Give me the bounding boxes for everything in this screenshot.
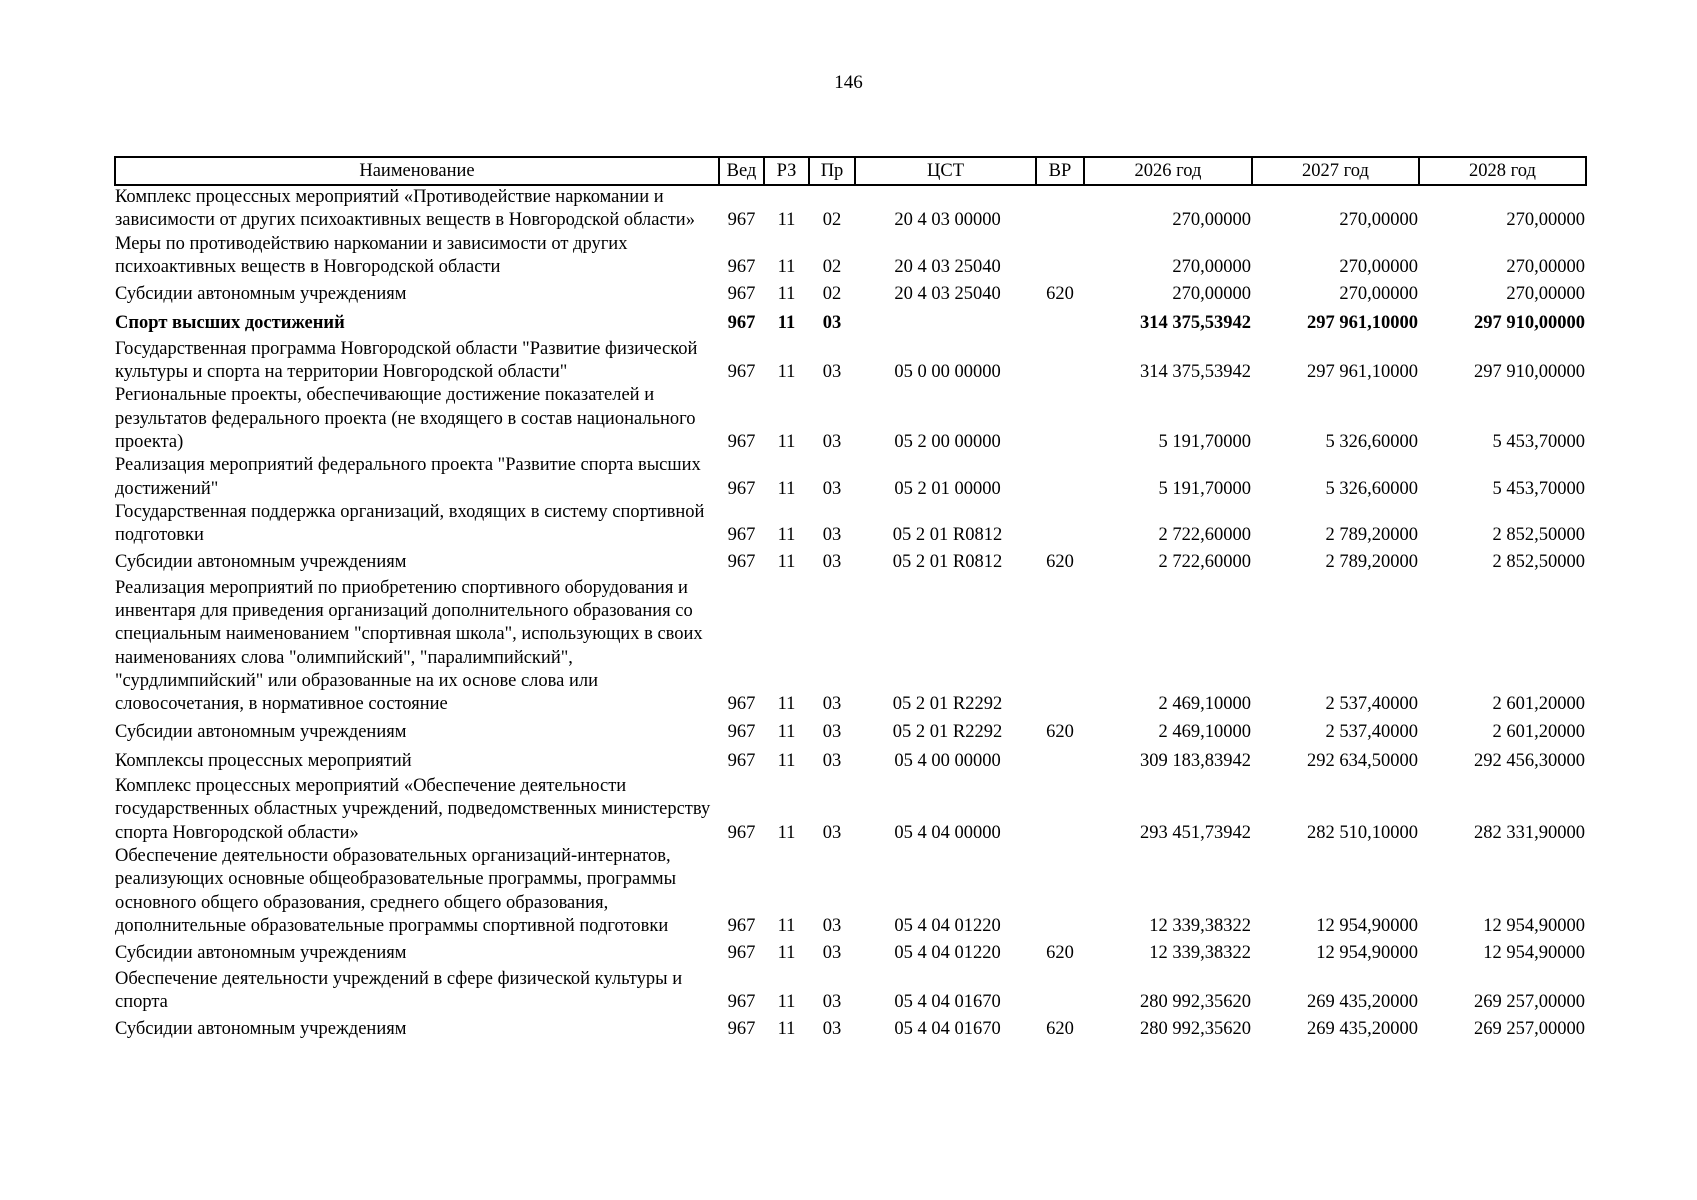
row-vr — [1036, 775, 1084, 845]
row-cst — [855, 308, 1036, 337]
row-rz: 11 — [777, 943, 796, 964]
table-row — [115, 845, 1586, 938]
table-row — [115, 233, 1586, 280]
row-ved: 967 — [727, 694, 756, 715]
row-2028: 292 456,30000 — [1474, 750, 1585, 771]
row-2026: 5 191,70000 — [1158, 478, 1251, 499]
table-row — [115, 746, 1586, 775]
row-rz: 11 — [777, 721, 796, 742]
row-2026: 270,00000 — [1172, 256, 1251, 277]
row-2026: 2 722,60000 — [1158, 552, 1251, 573]
table-row — [115, 501, 1586, 548]
row-2026: 293 451,73942 — [1140, 822, 1251, 843]
header-2027: 2027 год — [1252, 157, 1419, 185]
row-rz: 11 — [777, 552, 796, 573]
row-cst: 05 2 01 R2292 — [892, 721, 1003, 742]
row-name: Обеспечение деятельности учреждений в сфере физической культуры и спорта — [115, 968, 683, 1012]
row-2028: 270,00000 — [1506, 210, 1585, 231]
table-row — [115, 279, 1586, 308]
row-2026: 280 992,35620 — [1140, 991, 1251, 1012]
row-rz: 11 — [777, 431, 796, 452]
row-2026: 12 339,38322 — [1149, 915, 1251, 936]
row-vr — [1036, 501, 1084, 548]
row-ved: 967 — [727, 1019, 756, 1040]
row-cst: 05 4 04 01670 — [894, 991, 1001, 1012]
row-pr: 03 — [822, 721, 842, 742]
page-number: 146 — [834, 72, 863, 93]
row-ved: 967 — [727, 915, 756, 936]
row-2027: 2 537,40000 — [1325, 721, 1418, 742]
row-ved: 967 — [727, 991, 756, 1012]
row-cst: 05 4 04 00000 — [894, 822, 1001, 843]
row-2026: 270,00000 — [1172, 284, 1251, 305]
row-ved: 967 — [727, 478, 756, 499]
row-rz: 11 — [777, 525, 796, 546]
row-2028: 269 257,00000 — [1474, 991, 1585, 1012]
row-cst: 05 4 04 01220 — [894, 915, 1001, 936]
row-rz: 11 — [777, 915, 796, 936]
table-row — [115, 938, 1586, 967]
table-row — [115, 384, 1586, 454]
row-vr — [1036, 338, 1084, 385]
row-2028: 270,00000 — [1506, 284, 1585, 305]
row-name: Субсидии автономным учреждениям — [115, 284, 407, 305]
row-pr: 03 — [822, 750, 842, 771]
row-2028: 12 954,90000 — [1483, 915, 1585, 936]
row-cst: 05 2 01 R0812 — [892, 525, 1003, 546]
row-rz: 11 — [777, 313, 796, 334]
row-2028: 2 601,20000 — [1492, 721, 1585, 742]
row-vr — [1036, 384, 1084, 454]
row-2028: 2 601,20000 — [1492, 694, 1585, 715]
table-row — [115, 547, 1586, 576]
row-vr — [1036, 845, 1084, 938]
row-pr: 03 — [822, 525, 842, 546]
row-2027: 269 435,20000 — [1307, 991, 1418, 1012]
row-ved: 967 — [727, 943, 756, 964]
row-2027: 5 326,60000 — [1325, 431, 1418, 452]
row-cst: 05 4 04 01220 — [894, 943, 1001, 964]
row-pr: 03 — [822, 313, 842, 334]
row-rz: 11 — [777, 478, 796, 499]
row-pr: 03 — [822, 1019, 842, 1040]
row-vr — [1036, 233, 1084, 280]
row-2028: 2 852,50000 — [1492, 552, 1585, 573]
row-vr — [1036, 746, 1084, 775]
table-header-row — [115, 157, 1586, 185]
row-rz: 11 — [777, 991, 796, 1012]
row-2027: 270,00000 — [1339, 284, 1418, 305]
table-row — [115, 185, 1586, 233]
row-2027: 297 961,10000 — [1307, 362, 1418, 383]
row-cst: 05 2 01 R2292 — [892, 694, 1003, 715]
row-vr: 620 — [1046, 284, 1074, 305]
row-name: Реализация мероприятий по приобретению спортивного оборудования и инвентаря для приведения организаций дополнительного образования со специальным наименованием "спортивная школа", использующих в своих наименованиях слова "олимпийский", "паралимпийский", "сурдлимпийский" или образованные на их основе слова или словосочетания, в нормативное состояние — [115, 577, 703, 715]
row-ved: 967 — [727, 284, 756, 305]
row-name: Меры по противодействию наркомании и зависимости от других психоактивных веществ в Новгородской области — [115, 233, 628, 277]
row-pr: 03 — [822, 552, 842, 573]
row-rz: 11 — [777, 210, 796, 231]
row-vr — [1036, 308, 1084, 337]
row-2028: 5 453,70000 — [1492, 431, 1585, 452]
row-name: Региональные проекты, обеспечивающие достижение показателей и результатов федерального проекта (не входящего в состав национального проекта) — [115, 385, 696, 452]
row-2027: 269 435,20000 — [1307, 1019, 1418, 1040]
row-pr: 03 — [822, 478, 842, 499]
row-2027: 2 789,20000 — [1325, 552, 1418, 573]
row-cst: 20 4 03 00000 — [894, 210, 1001, 231]
row-pr: 03 — [822, 362, 842, 383]
row-2026: 309 183,83942 — [1140, 750, 1251, 771]
row-name: Субсидии автономным учреждениям — [115, 1019, 407, 1040]
row-2027: 12 954,90000 — [1316, 915, 1418, 936]
table-row — [115, 775, 1586, 845]
row-pr: 03 — [822, 694, 842, 715]
table-row — [115, 454, 1586, 501]
row-name: Государственная поддержка организаций, входящих в систему спортивной подготовки — [115, 501, 705, 546]
row-ved: 967 — [727, 256, 756, 277]
row-vr: 620 — [1046, 552, 1074, 573]
budget-table — [114, 156, 1587, 1043]
row-pr: 03 — [822, 822, 842, 843]
row-ved: 967 — [727, 431, 756, 452]
row-name: Субсидии автономным учреждениям — [115, 943, 407, 964]
row-2027: 2 789,20000 — [1325, 525, 1418, 546]
header-cst: ЦСТ — [855, 157, 1036, 185]
row-rz: 11 — [777, 750, 796, 771]
table-row — [115, 717, 1586, 746]
row-2028: 269 257,00000 — [1474, 1019, 1585, 1040]
row-cst: 05 2 01 R0812 — [892, 552, 1003, 573]
row-vr — [1036, 577, 1084, 717]
row-rz: 11 — [777, 362, 796, 383]
table-row — [115, 308, 1586, 337]
row-2027: 282 510,10000 — [1307, 822, 1418, 843]
row-rz: 11 — [777, 694, 796, 715]
row-2027: 12 954,90000 — [1316, 943, 1418, 964]
row-cst: 05 4 00 00000 — [894, 750, 1001, 771]
row-name: Субсидии автономным учреждениям — [115, 552, 407, 573]
row-2027: 292 634,50000 — [1307, 750, 1418, 771]
row-ved: 967 — [727, 552, 756, 573]
row-2027: 270,00000 — [1339, 210, 1418, 231]
row-2026: 2 469,10000 — [1158, 721, 1251, 742]
row-2026: 280 992,35620 — [1140, 1019, 1251, 1040]
row-pr: 03 — [822, 943, 842, 964]
row-vr — [1036, 454, 1084, 501]
row-rz: 11 — [777, 1019, 796, 1040]
row-2028: 2 852,50000 — [1492, 525, 1585, 546]
header-2028: 2028 год — [1419, 157, 1586, 185]
row-cst: 05 0 00 00000 — [894, 362, 1001, 383]
row-2027: 2 537,40000 — [1325, 694, 1418, 715]
table-row — [115, 338, 1586, 385]
row-cst: 05 4 04 01670 — [894, 1019, 1001, 1040]
row-2028: 5 453,70000 — [1492, 478, 1585, 499]
header-ved: Вед — [719, 157, 764, 185]
row-pr: 02 — [822, 256, 842, 277]
row-2026: 5 191,70000 — [1158, 431, 1251, 452]
header-vr: ВР — [1036, 157, 1084, 185]
row-ved: 967 — [727, 362, 756, 383]
row-rz: 11 — [777, 822, 796, 843]
row-name: Субсидии автономным учреждениям — [115, 721, 407, 742]
row-pr: 03 — [822, 431, 842, 452]
row-2026: 2 469,10000 — [1158, 694, 1251, 715]
row-2026: 314 375,53942 — [1140, 313, 1251, 334]
row-cst: 05 2 01 00000 — [894, 478, 1001, 499]
row-2027: 297 961,10000 — [1307, 313, 1418, 334]
row-2028: 282 331,90000 — [1474, 822, 1585, 843]
table-row — [115, 1014, 1586, 1043]
row-vr — [1036, 968, 1084, 1015]
row-name: Государственная программа Новгородской области "Развитие физической культуры и спорта на территории Новгородской области" — [115, 338, 698, 383]
row-cst: 20 4 03 25040 — [894, 284, 1001, 305]
row-2027: 5 326,60000 — [1325, 478, 1418, 499]
header-rz: РЗ — [764, 157, 809, 185]
row-2026: 2 722,60000 — [1158, 525, 1251, 546]
row-vr — [1036, 185, 1084, 233]
row-ved: 967 — [727, 750, 756, 771]
row-ved: 967 — [727, 822, 756, 843]
row-2028: 12 954,90000 — [1483, 943, 1585, 964]
row-vr: 620 — [1046, 1019, 1074, 1040]
header-2026: 2026 год — [1084, 157, 1252, 185]
row-vr: 620 — [1046, 943, 1074, 964]
row-pr: 03 — [822, 915, 842, 936]
row-2026: 314 375,53942 — [1140, 362, 1251, 383]
row-ved: 967 — [727, 313, 756, 334]
row-ved: 967 — [727, 525, 756, 546]
row-2026: 12 339,38322 — [1149, 943, 1251, 964]
row-2026: 270,00000 — [1172, 210, 1251, 231]
row-name: Комплексы процессных мероприятий — [115, 750, 412, 771]
row-cst: 05 2 00 00000 — [894, 431, 1001, 452]
row-rz: 11 — [777, 256, 796, 277]
row-name: Спорт высших достижений — [115, 313, 345, 334]
row-2028: 297 910,00000 — [1474, 362, 1585, 383]
row-vr: 620 — [1046, 721, 1074, 742]
table-row — [115, 968, 1586, 1015]
row-pr: 02 — [822, 284, 842, 305]
row-ved: 967 — [727, 721, 756, 742]
header-name: Наименование — [115, 157, 719, 185]
table-row — [115, 577, 1586, 717]
row-2027: 270,00000 — [1339, 256, 1418, 277]
header-pr: Пр — [809, 157, 855, 185]
row-name: Реализация мероприятий федерального проекта "Развитие спорта высших достижений" — [115, 455, 701, 499]
row-ved: 967 — [727, 210, 756, 231]
row-2028: 297 910,00000 — [1474, 313, 1585, 334]
row-name: Обеспечение деятельности образовательных организаций-интернатов, реализующих основные общеобразовательные программы, программы основного общего образования, среднего общего образования, дополнительные образовательные программы спортивной подготовки — [115, 846, 677, 936]
row-name: Комплекс процессных мероприятий «Обеспечение деятельности государственных областных учреждений, подведомственных министерству спорта Новгородской области» — [115, 776, 711, 843]
row-pr: 03 — [822, 991, 842, 1012]
row-name: Комплекс процессных мероприятий «Противодействие наркомании и зависимости от других психоактивных веществ в Новгородской области» — [115, 187, 695, 231]
row-2028: 270,00000 — [1506, 256, 1585, 277]
row-pr: 02 — [822, 210, 842, 231]
row-cst: 20 4 03 25040 — [894, 256, 1001, 277]
row-rz: 11 — [777, 284, 796, 305]
